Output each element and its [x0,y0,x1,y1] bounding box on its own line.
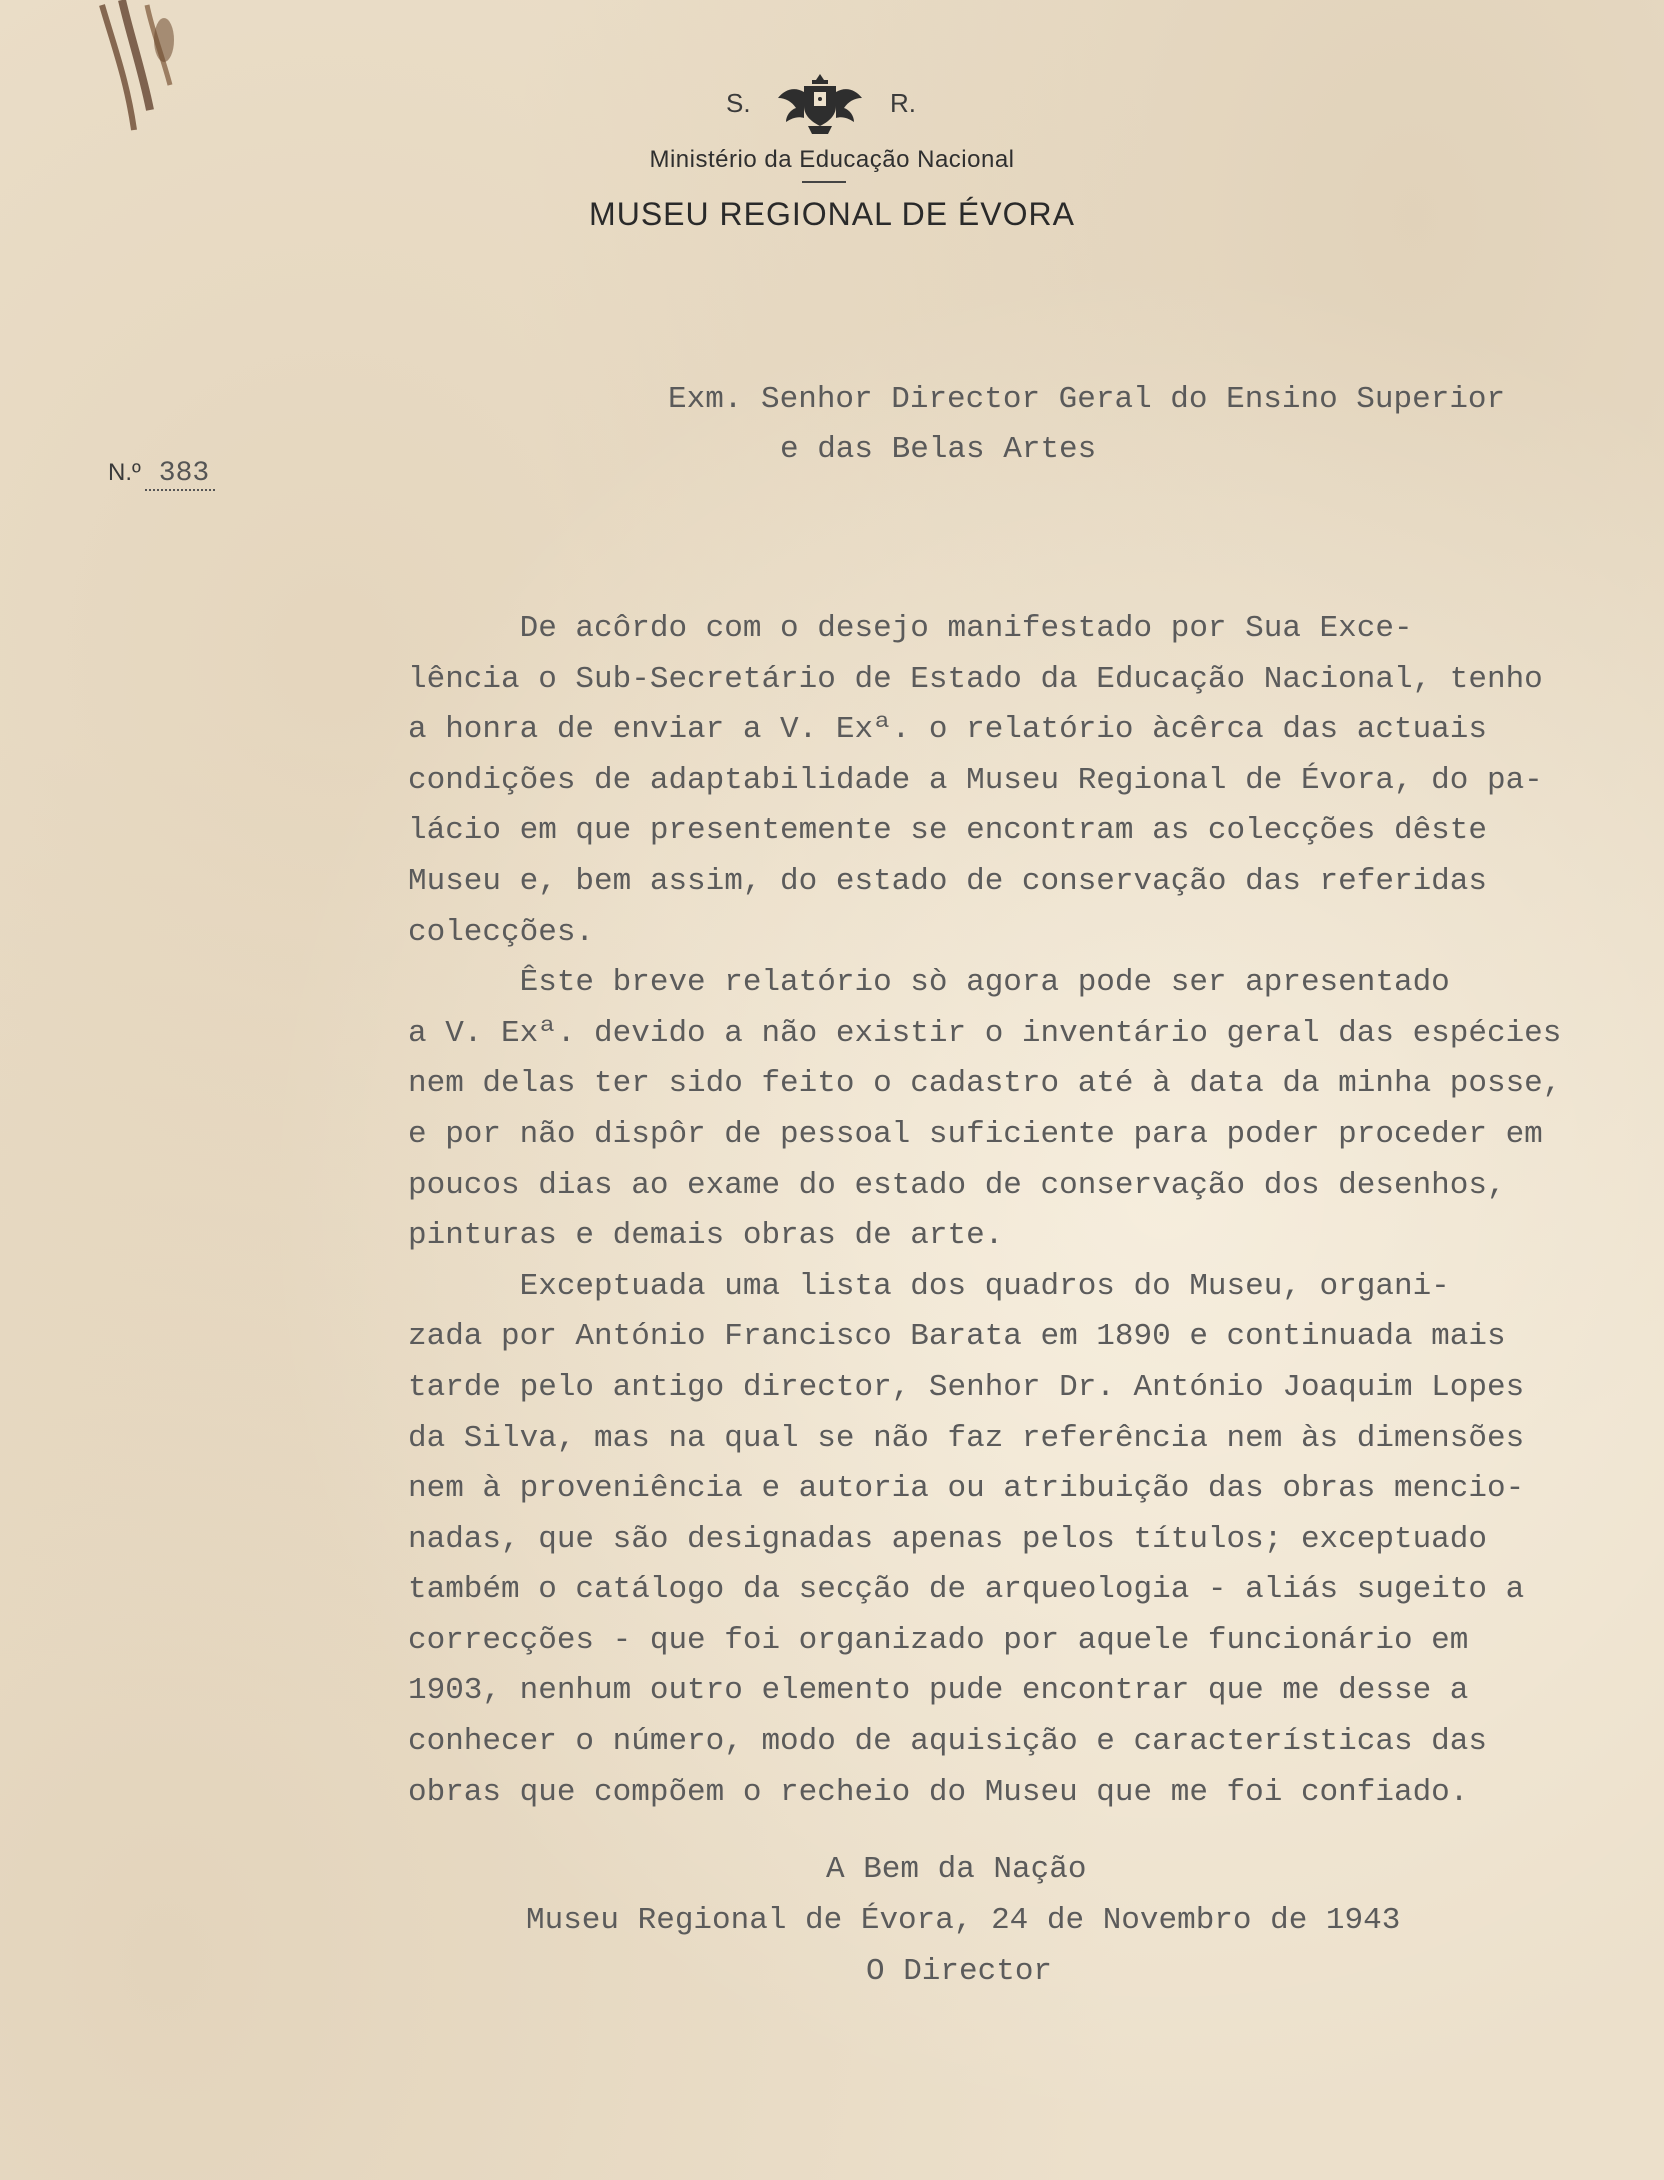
body-line: a honra de enviar a V. Exª. o relatório àcêrca das actuais [408,712,1487,748]
body-line: zada por António Francisco Barata em 1890 e continuada mais [408,1319,1506,1355]
body-line: nadas, que são designadas apenas pelos títulos; exceptuado [408,1521,1487,1557]
body-line: da Silva, mas na qual se não faz referência nem às dimensões [408,1420,1525,1456]
body-line: conhecer o número, modo de aquisição e características das [408,1724,1487,1760]
letter-body [408,604,1658,1818]
body-line: lência o Sub-Secretário de Estado da Educação Nacional, tenho [408,661,1543,697]
reference-value: 383 [145,458,215,491]
reference-number [108,458,215,491]
signatory: O Director [866,1954,1053,1989]
body-line: colecções. [408,914,595,950]
salutation: A Bem da Nação [826,1852,1087,1887]
museum-name: MUSEU REGIONAL DE ÉVORA [589,196,1075,232]
body-line: De acôrdo com o desejo manifestado por Sua Exce- [408,611,1413,646]
body-line: poucos dias ao exame do estado de conservação dos desenhos, [408,1167,1506,1203]
ministry-name: Ministério da Educação Nacional [649,146,1015,173]
ink-stain [92,0,187,135]
body-line: a V. Exª. devido a não existir o inventário geral das espécies [408,1015,1562,1051]
body-line: Exceptuada uma lista dos quadros do Museu, organi- [408,1268,1450,1304]
body-line: correcções - que foi organizado por aquele funcionário em [408,1622,1469,1658]
body-line: pinturas e demais obras de arte. [408,1218,1004,1254]
body-line: nem à proveniência e autoria ou atribuição das obras mencio- [408,1471,1525,1507]
coat-of-arms-icon [774,70,866,138]
body-line: condições de adaptabilidade a Museu Regional de Évora, do pa- [408,762,1543,798]
body-line: e por não dispôr de pessoal suficiente para poder proceder em [408,1116,1543,1152]
body-line: 1903, nenhum outro elemento pude encontrar que me desse a [408,1673,1469,1709]
body-line: lácio em que presentemente se encontram as colecções dêste [408,813,1487,849]
addressee-line-1: Exm. Senhor Director Geral do Ensino Superior [668,382,1506,417]
reference-label: N.º [108,459,141,486]
letterhead-divider [802,181,846,183]
body-line: tarde pelo antigo director, Senhor Dr. António Joaquim Lopes [408,1369,1525,1405]
body-line: nem delas ter sido feito o cadastro até à data da minha posse, [408,1066,1562,1102]
place-date: Museu Regional de Évora, 24 de Novembro de 1943 [526,1903,1401,1938]
body-line: Êste breve relatório sò agora pode ser apresentado [408,965,1450,1001]
body-line: também o catálogo da secção de arqueologia - aliás sugeito a [408,1572,1525,1608]
addressee-line-2: e das Belas Artes [780,432,1097,467]
letterhead-s: S. [726,88,751,118]
addressee [668,375,1505,475]
body-line: obras que compõem o recheio do Museu que me foi confiado. [408,1774,1469,1810]
letterhead-r: R. [890,88,916,118]
body-line: Museu e, bem assim, do estado de conservação das referidas [408,863,1487,899]
